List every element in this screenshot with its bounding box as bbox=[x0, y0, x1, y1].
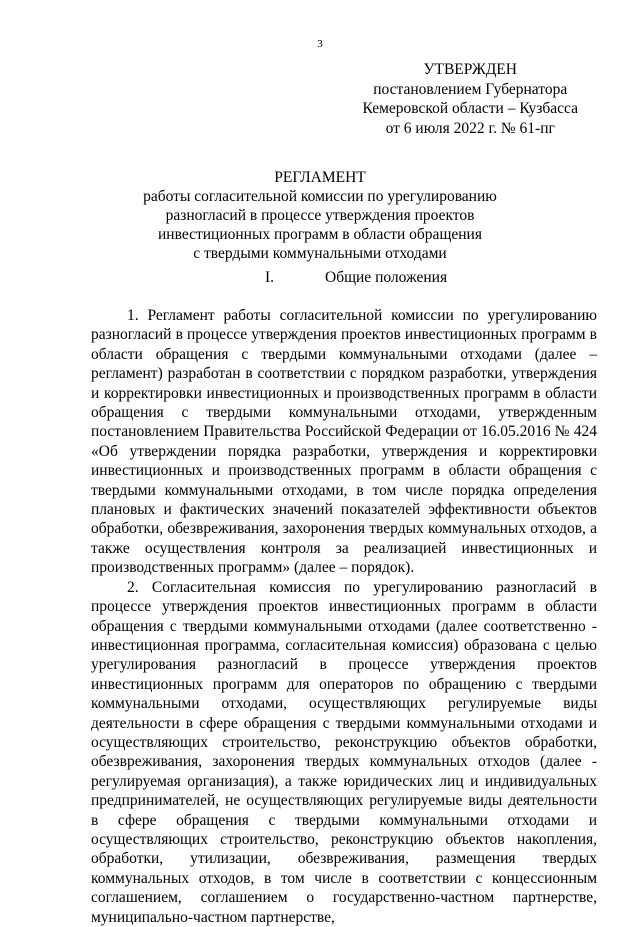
approval-line-1: УТВЕРЖДЕН bbox=[423, 61, 517, 78]
page-number: 3 bbox=[317, 38, 323, 50]
title-line-4: с твердыми коммунальными отходами bbox=[193, 245, 447, 262]
approval-line-2: постановлением Губернатора bbox=[373, 80, 568, 98]
document-title bbox=[0, 168, 640, 263]
approval-line-4: от 6 июля 2022 г. № 61-пг bbox=[385, 119, 555, 137]
approval-line-3: Кемеровской области – Кузбасса bbox=[362, 100, 578, 117]
document-body bbox=[91, 306, 597, 927]
paragraph-2: 2. Согласительная комиссия по урегулированию разногласий в процессе утверждения проектов инвестиционных программ в области обращения с твердыми коммунальными отходами (далее соответственно - инвестиционная программа, согласительная комиссия) образована с целью урегулирования разногласий в процессе утверждения проектов инвестиционных программ для операторов по обращению с твердыми коммунальными отходами, осуществляющих регулируемые виды деятельности в сфере обращения с твердыми коммунальными отходами и осуществляющих строительство, реконструкцию объектов обработки, обезвреживания, захоронения твердых коммунальных отходов (далее - регулируемая организация), а также юридических лиц и индивидуальных предпринимателей, не осуществляющих регулируемые виды деятельности в сфере обращения с твердыми коммунальными отходами и осуществляющих строительство, реконструкцию объектов накопления, обработки, утилизации, обезвреживания, размещения твердых коммунальных отходов, в том числе в соответствии с концессионным соглашением, соглашением о государственно-частном партнерстве, муниципально-частном партнерстве, bbox=[91, 578, 597, 926]
approval-block bbox=[362, 60, 578, 138]
title-line-2: разногласий в процессе утверждения проектов bbox=[165, 207, 475, 224]
section-number: I. bbox=[265, 269, 275, 286]
title-heading: РЕГЛАМЕНТ bbox=[274, 169, 366, 186]
paragraph-1: 1. Регламент работы согласительной комиссии по урегулированию разногласий в процессе утверждения проектов инвестиционных программ в области обращения с твердыми коммунальными отходами (далее – регламент) разработан в соответствии с порядком разработки, утверждения и корректировки инвестиционных и производственных программ в области обращения с твердыми коммунальными отходами, утвержденным постановлением Правительства Российской Федерации от 16.05.2016 № 424 «Об утверждении порядка разработки, утверждения и корректировки инвестиционных и производственных программ в области обращения с твердыми коммунальными отходами, в том числе порядка определения плановых и фактических значений показателей эффективности объектов обработки, обезвреживания, захоронения твердых коммунальных отходов, а также осуществления контроля за реализацией инвестиционных и производственных программ» (далее – порядок). bbox=[91, 307, 597, 577]
section-heading bbox=[265, 269, 447, 287]
title-line-3: инвестиционных программ в области обращения bbox=[158, 226, 482, 243]
section-title: Общие положения bbox=[325, 269, 448, 286]
title-line-1: работы согласительной комиссии по урегулированию bbox=[143, 188, 497, 205]
